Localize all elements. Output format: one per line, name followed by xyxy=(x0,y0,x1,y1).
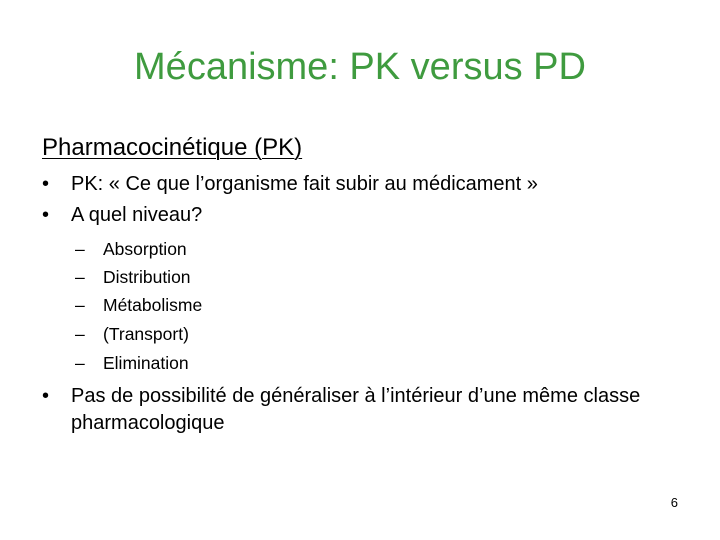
section-heading: Pharmacocinétique (PK) xyxy=(42,134,303,161)
sub-item xyxy=(75,238,187,260)
sub-item-text: Distribution xyxy=(103,267,191,287)
bullet-text: A quel niveau? xyxy=(71,204,203,226)
bullet-item xyxy=(42,383,702,437)
sub-item-text: Absorption xyxy=(103,239,187,259)
sub-marker: – xyxy=(75,239,85,259)
bullet-marker: • xyxy=(42,385,50,407)
bullet-item xyxy=(42,202,202,228)
sub-item xyxy=(75,294,202,316)
sub-marker: – xyxy=(75,295,85,315)
sub-marker: – xyxy=(75,267,85,287)
bullet-marker: • xyxy=(42,173,50,195)
sub-item-text: Elimination xyxy=(103,353,189,373)
sub-item-text: (Transport) xyxy=(103,324,189,344)
sub-marker: – xyxy=(75,353,85,373)
sub-item xyxy=(75,266,191,288)
page-number: 6 xyxy=(670,495,678,510)
slide-title: Mécanisme: PK versus PD xyxy=(134,46,586,88)
sub-item xyxy=(75,352,189,374)
bullet-item xyxy=(42,171,538,197)
sub-marker: – xyxy=(75,324,85,344)
sub-item-text: Métabolisme xyxy=(103,295,203,315)
bullet-text: PK: « Ce que l’organisme fait subir au médicament » xyxy=(71,173,538,195)
sub-item xyxy=(75,323,189,345)
bullet-marker: • xyxy=(42,204,50,226)
bullet-text: Pas de possibilité de généraliser à l’intérieur d’une même classe pharmacologique xyxy=(71,385,641,434)
